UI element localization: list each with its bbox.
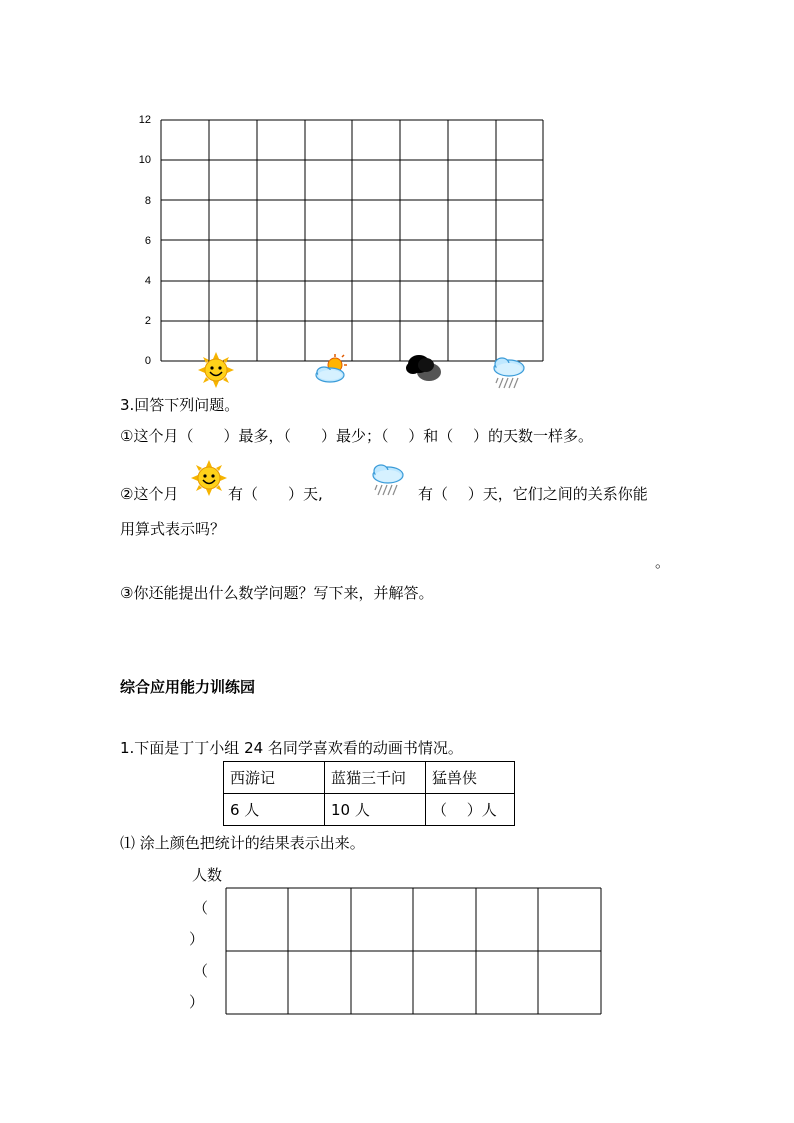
- y-tick-label: 8: [144, 195, 151, 207]
- table-header-cell: 西游记: [224, 762, 325, 794]
- row-label-close: ）: [189, 993, 205, 1011]
- table-header-cell: 猛兽侠: [426, 762, 515, 794]
- y-tick-label: 0: [144, 355, 151, 367]
- row-label-close: ）: [189, 930, 205, 948]
- table-row: [224, 762, 515, 794]
- question-2-intro: ②这个月: [120, 485, 179, 503]
- question-2-sun-days: 有（ ）天,: [228, 485, 323, 503]
- question-3: ③你还能提出什么数学问题？写下来，并解答。: [120, 584, 434, 602]
- rain-cloud-icon: [491, 355, 527, 389]
- rain-cloud-icon: [370, 462, 406, 496]
- book-chart-grid[interactable]: [225, 887, 602, 1016]
- sun-icon: [191, 460, 227, 496]
- chart-grid: [160, 119, 544, 363]
- sun-icon: [198, 352, 234, 388]
- table-header-cell: 蓝猫三千问: [325, 762, 426, 794]
- question-2-continued: 用算式表示吗？: [120, 520, 226, 538]
- y-tick-label: 6: [144, 235, 151, 247]
- row-label-open: （: [193, 899, 209, 917]
- section-title: 综合应用能力训练园: [120, 678, 256, 696]
- table-cell: 10 人: [325, 794, 426, 826]
- row-label-open: （: [193, 962, 209, 980]
- dark-cloud-icon: [405, 352, 443, 382]
- y-tick-label: 10: [138, 154, 151, 166]
- table-row: [224, 794, 515, 826]
- books-table: [223, 761, 515, 826]
- y-tick-label: 2: [144, 315, 151, 327]
- partly-cloudy-icon: [313, 354, 349, 384]
- answer-line-end: 。: [655, 553, 671, 571]
- section3-heading: 3.回答下列问题。: [120, 396, 240, 414]
- y-tick-label: 12: [138, 114, 151, 126]
- problem-1-text: 1.下面是丁丁小组 24 名同学喜欢看的动画书情况。: [120, 739, 463, 757]
- table-cell: （ ）人: [426, 794, 515, 826]
- question-2-rain-days: 有（ ）天，它们之间的关系你能: [418, 485, 648, 503]
- question-1: ①这个月（ ）最多，（ ）最少；（ ）和（ ）的天数一样多。: [120, 427, 593, 445]
- table-cell: 6 人: [224, 794, 325, 826]
- sub-question-1: ⑴ 涂上颜色把统计的结果表示出来。: [120, 834, 365, 852]
- y-tick-label: 4: [144, 275, 151, 287]
- chart-y-label: 人数: [192, 866, 223, 884]
